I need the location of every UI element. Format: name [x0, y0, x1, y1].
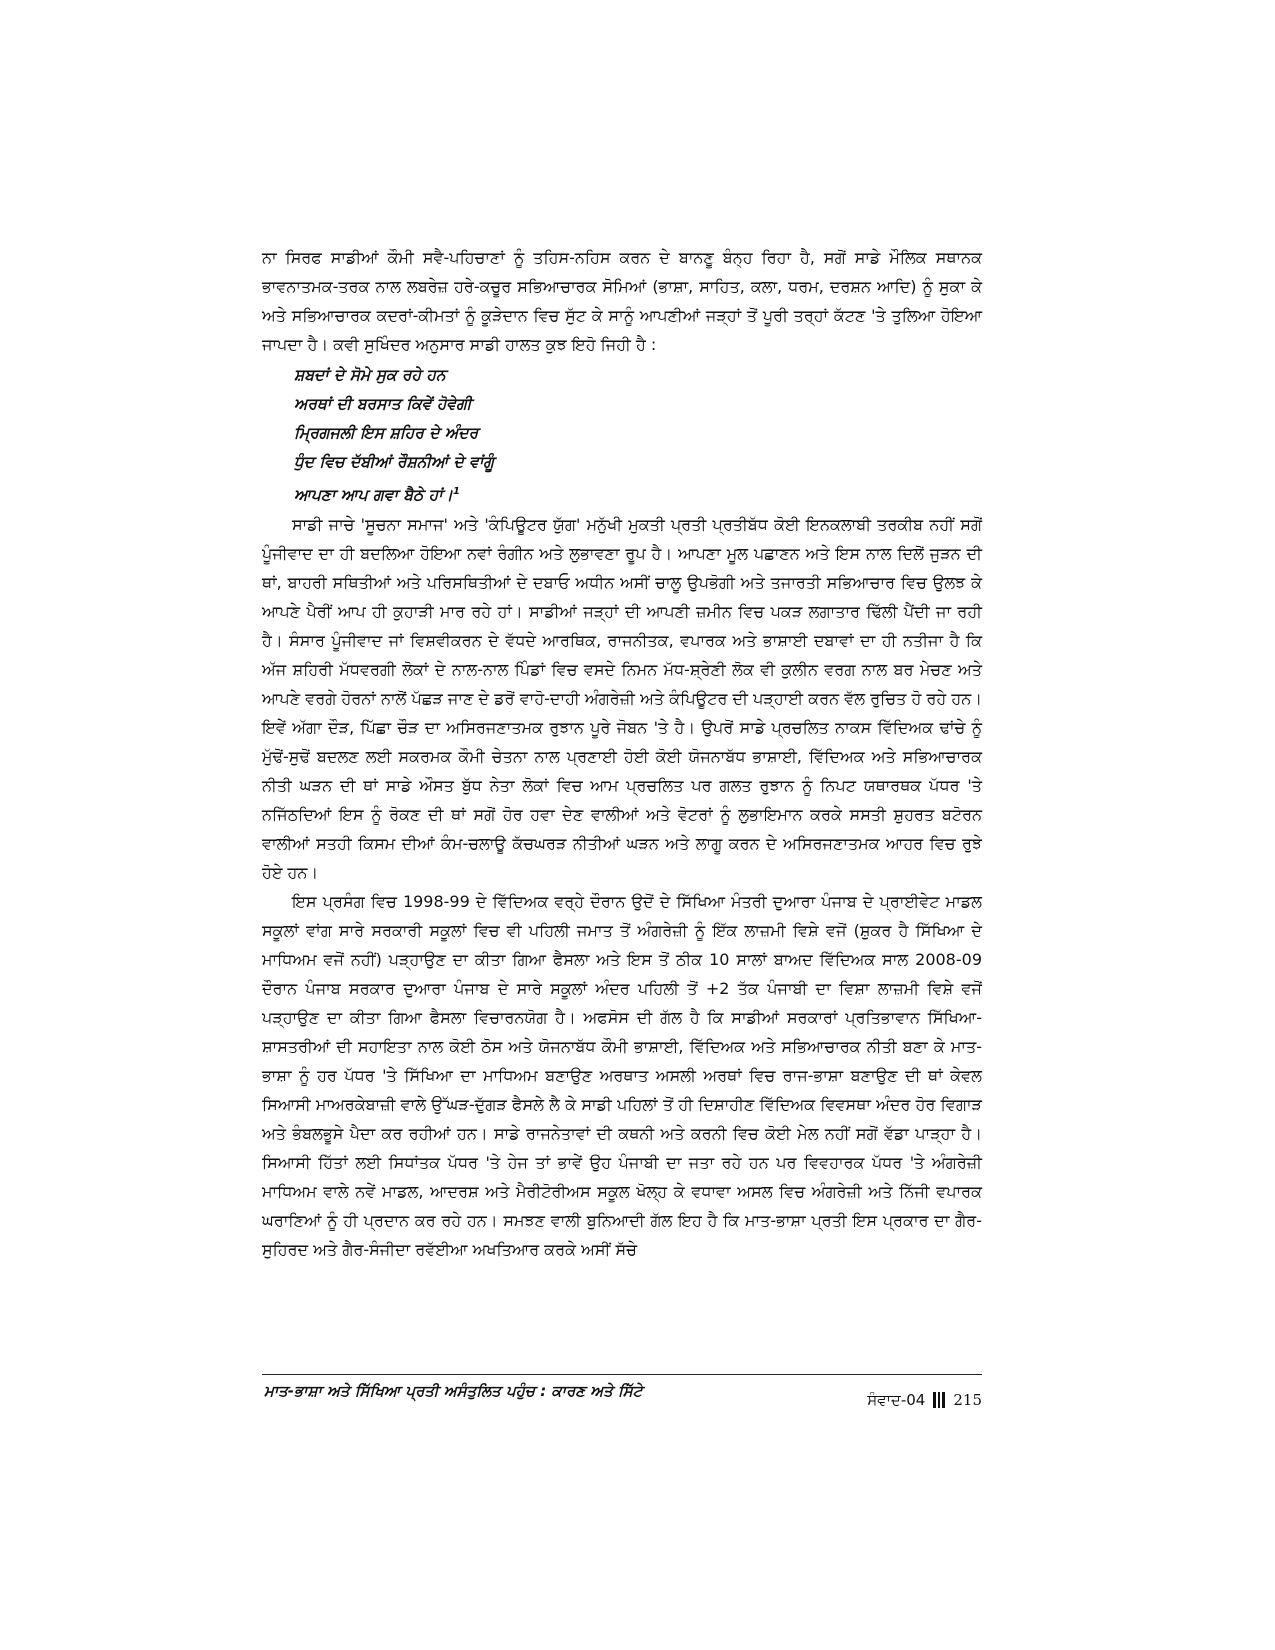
poem-line-5: [294, 477, 982, 510]
poem-line-3: ਮ੍ਰਿਗਜਲੀ ਇਸ ਸ਼ਹਿਰ ਦੇ ਅੰਦਰ: [294, 424, 479, 442]
bars-ornament-icon: [933, 1392, 945, 1408]
paragraph-3: ਇਸ ਪ੍ਰਸੰਗ ਵਿਚ 1998-99 ਦੇ ਵਿੱਦਿਅਕ ਵਰ੍ਹੇ ਦੌਰਾਨ ਉਦੋਂ ਦੇ ਸਿੱਖਿਆ ਮੰਤਰੀ ਦੁਆਰਾ ਪੰਜਾਬ ਦੇ ਪ੍ਰਾਈਵੇਟ ਮਾਡਲ ਸਕੂਲਾਂ ਵਾਂਗ ਸਾਰੇ ਸਰਕਾਰੀ ਸਕੂਲਾਂ ਵਿਚ ਵੀ ਪਹਿਲੀ ਜਮਾਤ ਤੋਂ ਅੰਗਰੇਜ਼ੀ ਨੂੰ ਇੱਕ ਲਾਜ਼ਮੀ ਵਿਸ਼ੇ ਵਜੋਂ (ਸ਼ੁਕਰ ਹੈ ਸਿੱਖਿਆ ਦੇ ਮਾਧਿਅਮ ਵਜੋਂ ਨਹੀਂ) ਪੜ੍ਹਾਉਣ ਦਾ ਕੀਤਾ ਗਿਆ ਫੈਸਲਾ ਅਤੇ ਇਸ ਤੋਂ ਠੀਕ 10 ਸਾਲਾਂ ਬਾਅਦ ਵਿੱਦਿਅਕ ਸਾਲ 2008-09 ਦੌਰਾਨ ਪੰਜਾਬ ਸਰਕਾਰ ਦੁਆਰਾ ਪੰਜਾਬ ਦੇ ਸਾਰੇ ਸਕੂਲਾਂ ਅੰਦਰ ਪਹਿਲੀ ਤੋਂ +2 ਤੱਕ ਪੰਜਾਬੀ ਦਾ ਵਿਸ਼ਾ ਲਾਜ਼ਮੀ ਵਿਸ਼ੇ ਵਜੋਂ ਪੜ੍ਹਾਉਣ ਦਾ ਕੀਤਾ ਗਿਆ ਫੈਸਲਾ ਵਿਚਾਰਨਯੋਗ ਹੈ। ਅਫਸੋਸ ਦੀ ਗੱਲ ਹੈ ਕਿ ਸਾਡੀਆਂ ਸਰਕਾਰਾਂ ਪ੍ਰਤਿਭਾਵਾਨ ਸਿੱਖਿਆ-ਸ਼ਾਸਤਰੀਆਂ ਦੀ ਸਹਾਇਤਾ ਨਾਲ ਕੋਈ ਠੋਸ ਅਤੇ ਯੋਜਨਾਬੱਧ ਕੌਮੀ ਭਾਸ਼ਾਈ, ਵਿੱਦਿਅਕ ਅਤੇ ਸਭਿਆਚਾਰਕ ਨੀਤੀ ਬਣਾ ਕੇ ਮਾਤ-ਭਾਸ਼ਾ ਨੂੰ ਹਰ ਪੱਧਰ 'ਤੇ ਸਿੱਖਿਆ ਦਾ ਮਾਧਿਅਮ ਬਣਾਉਣ ਅਰਥਾਤ ਅਸਲੀ ਅਰਥਾਂ ਵਿਚ ਰਾਜ-ਭਾਸ਼ਾ ਬਣਾਉਣ ਦੀ ਥਾਂ ਕੇਵਲ ਸਿਆਸੀ ਮਾਅਰਕੇਬਾਜ਼ੀ ਵਾਲੇ ਉੱਘੜ-ਦੁੱਗੜ ਫੈਸਲੇ ਲੈ ਕੇ ਸਾਡੀ ਪਹਿਲਾਂ ਤੋਂ ਹੀ ਦਿਸ਼ਾਹੀਣ ਵਿੱਦਿਅਕ ਵਿਵਸਥਾ ਅੰਦਰ ਹੋਰ ਵਿਗਾੜ ਅਤੇ ਭੰਬਲਭੂਸੇ ਪੈਦਾ ਕਰ ਰਹੀਆਂ ਹਨ। ਸਾਡੇ ਰਾਜਨੇਤਾਵਾਂ ਦੀ ਕਥਨੀ ਅਤੇ ਕਰਨੀ ਵਿਚ ਕੋਈ ਮੇਲ ਨਹੀਂ ਸਗੋਂ ਵੱਡਾ ਪਾੜ੍ਹਾ ਹੈ। ਸਿਆਸੀ ਹਿੱਤਾਂ ਲਈ ਸਿਧਾਂਤਕ ਪੱਧਰ 'ਤੇ ਹੇਜ ਤਾਂ ਭਾਵੇਂ ਉਹ ਪੰਜਾਬੀ ਦਾ ਜਤਾ ਰਹੇ ਹਨ ਪਰ ਵਿਵਹਾਰਕ ਪੱਧਰ 'ਤੇ ਅੰਗਰੇਜ਼ੀ ਮਾਧਿਅਮ ਵਾਲੇ ਨਵੇਂ ਮਾਡਲ, ਆਦਰਸ਼ ਅਤੇ ਮੈਰੀਟੋਰੀਅਸ ਸਕੂਲ ਖੋਲ੍ਹ ਕੇ ਵਧਾਵਾ ਅਸਲ ਵਿਚ ਅੰਗਰੇਜ਼ੀ ਅਤੇ ਨਿੱਜੀ ਵਪਾਰਕ ਘਰਾਣਿਆਂ ਨੂੰ ਹੀ ਪ੍ਰਦਾਨ ਕਰ ਰਹੇ ਹਨ। ਸਮਝਣ ਵਾਲੀ ਬੁਨਿਆਦੀ ਗੱਲ ਇਹ ਹੈ ਕਿ ਮਾਤ-ਭਾਸ਼ਾ ਪ੍ਰਤੀ ਇਸ ਪ੍ਰਕਾਰ ਦਾ ਗੈਰ-ਸੁਹਿਰਦ ਅਤੇ ਗੈਰ-ਸੰਜੀਦਾ ਰਵੱਈਆ ਅਖਤਿਆਰ ਕਰਕੇ ਅਸੀਂ ਸੱਚੇ: [262, 892, 982, 1260]
running-footer-folio: [867, 1388, 982, 1412]
paragraph-1: ਨਾ ਸਿਰਫ ਸਾਡੀਆਂ ਕੌਮੀ ਸਵੈ-ਪਹਿਚਾਣਾਂ ਨੂੰ ਤਹਿਸ-ਨਹਿਸ ਕਰਨ ਦੇ ਬਾਨਣੂ ਬੰਨ੍ਹ ਰਿਹਾ ਹੈ, ਸਗੋਂ ਸਾਡੇ ਮੌਲਿਕ ਸਥਾਨਕ ਭਾਵਨਾਤਮਕ-ਤਰਕ ਨਾਲ ਲਬਰੇਜ਼ ਹਰੇ-ਕਚੂਰ ਸਭਿਆਚਾਰਕ ਸੋਮਿਆਂ (ਭਾਸ਼ਾ, ਸਾਹਿਤ, ਕਲਾ, ਧਰਮ, ਦਰਸ਼ਨ ਆਦਿ) ਨੂੰ ਸੁਕਾ ਕੇ ਅਤੇ ਸਭਿਆਚਾਰਕ ਕਦਰਾਂ-ਕੀਮਤਾਂ ਨੂੰ ਕੂੜੇਦਾਨ ਵਿਚ ਸੁੱਟ ਕੇ ਸਾਨੂੰ ਆਪਣੀਆਂ ਜੜ੍ਹਾਂ ਤੋਂ ਪੂਰੀ ਤਰ੍ਹਾਂ ਕੱਟਣ 'ਤੇ ਤੁਲਿਆ ਹੋਇਆ ਜਾਪਦਾ ਹੈ। ਕਵੀ ਸੁਖਿੰਦਰ ਅਨੁਸਾਰ ਸਾਡੀ ਹਾਲਤ ਕੁਝ ਇਹੋ ਜਿਹੀ ਹੈ :: [262, 248, 982, 354]
poem-line-2: ਅਰਥਾਂ ਦੀ ਬਰਸਾਤ ਕਿਵੇਂ ਹੋਵੇਗੀ: [294, 395, 472, 413]
poem-line-1: ਸ਼ਬਦਾਂ ਦੇ ਸੋਮੇ ਸੁਕ ਰਹੇ ਹਨ: [294, 366, 446, 384]
poem-line-4: ਧੁੰਦ ਵਿਚ ਦੱਬੀਆਂ ਰੌਸ਼ਨੀਆਂ ਦੇ ਵਾਂਗੂੰ: [294, 453, 494, 471]
page-number: 215: [953, 1391, 982, 1409]
journal-name: ਸੰਵਾਦ-04: [867, 1391, 926, 1409]
poem-line-5-text: ਆਪਣਾ ਆਪ ਗਵਾ ਬੈਠੇ ਹਾਂ।: [294, 486, 453, 505]
body-text: [262, 243, 982, 1264]
paragraph-2: ਸਾਡੀ ਜਾਚੇ 'ਸੂਚਨਾ ਸਮਾਜ' ਅਤੇ 'ਕੰਪਿਊਟਰ ਯੁੱਗ' ਮਨੁੱਖੀ ਮੁਕਤੀ ਪ੍ਰਤੀ ਪ੍ਰਤੀਬੱਧ ਕੋਈ ਇਨਕਲਾਬੀ ਤਰਕੀਬ ਨਹੀਂ ਸਗੋਂ ਪੂੰਜੀਵਾਦ ਦਾ ਹੀ ਬਦਲਿਆ ਹੋਇਆ ਨਵਾਂ ਰੰਗੀਨ ਅਤੇ ਲੁਭਾਵਣਾ ਰੂਪ ਹੈ। ਆਪਣਾ ਮੂਲ ਪਛਾਣਨ ਅਤੇ ਇਸ ਨਾਲ ਦਿਲੋਂ ਜੁੜਨ ਦੀ ਥਾਂ, ਬਾਹਰੀ ਸਥਿਤੀਆਂ ਅਤੇ ਪਰਿਸਥਿਤੀਆਂ ਦੇ ਦਬਾਓ ਅਧੀਨ ਅਸੀਂ ਚਾਲੂ ਉਪਭੋਗੀ ਅਤੇ ਤਜਾਰਤੀ ਸਭਿਆਚਾਰ ਵਿਚ ਉਲਝ ਕੇ ਆਪਣੇ ਪੈਰੀਂ ਆਪ ਹੀ ਕੁਹਾੜੀ ਮਾਰ ਰਹੇ ਹਾਂ। ਸਾਡੀਆਂ ਜੜ੍ਹਾਂ ਦੀ ਆਪਣੀ ਜ਼ਮੀਨ ਵਿਚ ਪਕੜ ਲਗਾਤਾਰ ਢਿੱਲੀ ਪੈਂਦੀ ਜਾ ਰਹੀ ਹੈ। ਸੰਸਾਰ ਪੂੰਜੀਵਾਦ ਜਾਂ ਵਿਸ਼ਵੀਕਰਨ ਦੇ ਵੱਧਦੇ ਆਰਥਿਕ, ਰਾਜਨੀਤਕ, ਵਪਾਰਕ ਅਤੇ ਭਾਸ਼ਾਈ ਦਬਾਵਾਂ ਦਾ ਹੀ ਨਤੀਜਾ ਹੈ ਕਿ ਅੱਜ ਸ਼ਹਿਰੀ ਮੱਧਵਰਗੀ ਲੋਕਾਂ ਦੇ ਨਾਲ-ਨਾਲ ਪਿੰਡਾਂ ਵਿਚ ਵਸਦੇ ਨਿਮਨ ਮੱਧ-ਸ਼੍ਰੇਣੀ ਲੋਕ ਵੀ ਕੁਲੀਨ ਵਰਗ ਨਾਲ ਬਰ ਮੇਚਣ ਅਤੇ ਆਪਣੇ ਵਰਗੇ ਹੋਰਨਾਂ ਨਾਲੋਂ ਪੱਛੜ ਜਾਣ ਦੇ ਡਰੋਂ ਵਾਹੋ-ਦਾਹੀ ਅੰਗਰੇਜ਼ੀ ਅਤੇ ਕੰਪਿਊਟਰ ਦੀ ਪੜ੍ਹਾਈ ਕਰਨ ਵੱਲ ਰੁਚਿਤ ਹੋ ਰਹੇ ਹਨ। ਇਵੇਂ ਅੱਗਾ ਦੌੜ, ਪਿੱਛਾ ਚੌੜ ਦਾ ਅਸਿਰਜਣਾਤਮਕ ਰੁਝਾਨ ਪੂਰੇ ਜੋਬਨ 'ਤੇ ਹੈ। ਉਪਰੋਂ ਸਾਡੇ ਪ੍ਰਚਲਿਤ ਨਾਕਸ ਵਿੱਦਿਅਕ ਢਾਂਚੇ ਨੂੰ ਮੁੱਢੋਂ-ਸੁਢੋਂ ਬਦਲਣ ਲਈ ਸਕਰਮਕ ਕੌਮੀ ਚੇਤਨਾ ਨਾਲ ਪ੍ਰਣਾਈ ਹੋਈ ਕੋਈ ਯੋਜਨਾਬੱਧ ਭਾਸ਼ਾਈ, ਵਿੱਦਿਅਕ ਅਤੇ ਸਭਿਆਚਾਰਕ ਨੀਤੀ ਘੜਨ ਦੀ ਥਾਂ ਸਾਡੇ ਔਸਤ ਬੁੱਧ ਨੇਤਾ ਲੋਕਾਂ ਵਿਚ ਆਮ ਪ੍ਰਚਲਿਤ ਪਰ ਗਲਤ ਰੁਝਾਨ ਨੂੰ ਨਿਪਟ ਯਥਾਰਥਕ ਪੱਧਰ 'ਤੇ ਨਜਿੱਠਦਿਆਂ ਇਸ ਨੂੰ ਰੋਕਣ ਦੀ ਥਾਂ ਸਗੋਂ ਹੋਰ ਹਵਾ ਦੇਣ ਵਾਲੀਆਂ ਅਤੇ ਵੋਟਰਾਂ ਨੂੰ ਲੁਭਾਇਮਾਨ ਕਰਕੇ ਸਸਤੀ ਸ਼ੁਹਰਤ ਬਟੋਰਨ ਵਾਲੀਆਂ ਸਤਹੀ ਕਿਸਮ ਦੀਆਂ ਕੰਮ-ਚਲਾਊ ਕੱਚਘਰੜ ਨੀਤੀਆਂ ਘੜਨ ਅਤੇ ਲਾਗੂ ਕਰਨ ਦੇ ਅਸਿਰਜਣਾਤਮਕ ਆਹਰ ਵਿਚ ਰੁਝੇ ਹੋਏ ਹਨ।: [262, 515, 982, 883]
running-footer-title: ਮਾਤ-ਭਾਸ਼ਾ ਅਤੇ ਸਿੱਖਿਆ ਪ੍ਰਤੀ ਅਸੰਤੁਲਿਤ ਪਹੁੰਚ : ਕਾਰਣ ਅਤੇ ਸਿੱਟੇ: [264, 1382, 643, 1400]
poem-quote: [294, 361, 982, 510]
footer-divider: [262, 1374, 982, 1375]
footnote-marker: 1: [452, 486, 460, 497]
